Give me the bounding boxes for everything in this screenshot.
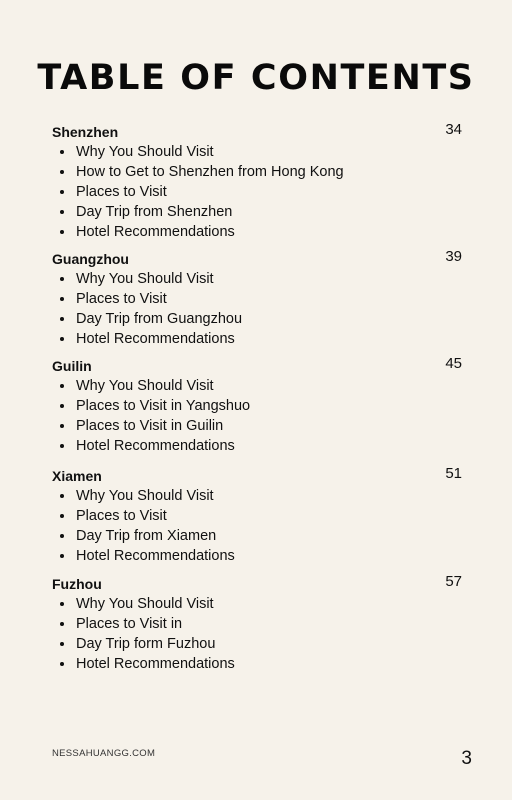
list-item bbox=[52, 594, 462, 614]
list-item-text: Day Trip from Guangzhou bbox=[76, 311, 243, 327]
bullet-icon bbox=[60, 554, 64, 558]
list-item-text: Places to Visit bbox=[76, 291, 167, 307]
list-item-text: Hotel Recommendations bbox=[76, 224, 235, 240]
section-name: Guangzhou bbox=[52, 251, 129, 267]
list-item-text: Places to Visit in Guilin bbox=[76, 418, 224, 434]
list-item-text: Why You Should Visit bbox=[76, 488, 214, 504]
list-item bbox=[52, 329, 462, 349]
section-name: Xiamen bbox=[52, 468, 102, 484]
section-page-number: 57 bbox=[445, 573, 462, 590]
bullet-icon bbox=[60, 642, 64, 646]
list-item-text: Why You Should Visit bbox=[76, 378, 214, 394]
list-item-text: Day Trip from Xiamen bbox=[76, 528, 217, 544]
list-item-text: Places to Visit in bbox=[76, 616, 183, 632]
list-item-text: Places to Visit bbox=[76, 508, 167, 524]
section-page-number: 39 bbox=[445, 248, 462, 265]
list-item-text: Hotel Recommendations bbox=[76, 656, 235, 672]
bullet-icon bbox=[60, 602, 64, 606]
section-name: Guilin bbox=[52, 358, 92, 374]
bullet-icon bbox=[60, 150, 64, 154]
toc-section-guangzhou bbox=[52, 249, 462, 349]
section-page-number: 34 bbox=[445, 121, 462, 138]
list-item bbox=[52, 142, 462, 162]
list-item bbox=[52, 162, 462, 182]
bullet-icon bbox=[60, 662, 64, 666]
toc-section-shenzhen bbox=[52, 122, 462, 242]
bullet-icon bbox=[60, 337, 64, 341]
bullet-icon bbox=[60, 514, 64, 518]
list-item bbox=[52, 269, 462, 289]
list-item bbox=[52, 634, 462, 654]
footer-website: NESSAHUANGG.COM bbox=[52, 748, 156, 759]
bullet-icon bbox=[60, 190, 64, 194]
list-item bbox=[52, 416, 462, 436]
section-header bbox=[52, 466, 462, 486]
list-item bbox=[52, 526, 462, 546]
section-header bbox=[52, 574, 462, 594]
list-item-text: Hotel Recommendations bbox=[76, 548, 235, 564]
list-item bbox=[52, 289, 462, 309]
bullet-icon bbox=[60, 622, 64, 626]
list-item bbox=[52, 614, 462, 634]
list-item bbox=[52, 376, 462, 396]
section-item-list bbox=[52, 486, 462, 566]
list-item-text: Places to Visit in Yangshuo bbox=[76, 398, 251, 414]
list-item bbox=[52, 654, 462, 674]
list-item bbox=[52, 182, 462, 202]
list-item bbox=[52, 436, 462, 456]
list-item bbox=[52, 506, 462, 526]
list-item-text: Day Trip form Fuzhou bbox=[76, 636, 216, 652]
bullet-icon bbox=[60, 317, 64, 321]
list-item bbox=[52, 546, 462, 566]
section-item-list bbox=[52, 142, 462, 242]
bullet-icon bbox=[60, 230, 64, 234]
list-item-text: Hotel Recommendations bbox=[76, 438, 235, 454]
bullet-icon bbox=[60, 444, 64, 448]
toc-section-fuzhou bbox=[52, 574, 462, 674]
footer-page-number: 3 bbox=[461, 748, 472, 769]
bullet-icon bbox=[60, 210, 64, 214]
list-item-text: Why You Should Visit bbox=[76, 271, 214, 287]
bullet-icon bbox=[60, 277, 64, 281]
list-item bbox=[52, 222, 462, 242]
section-header bbox=[52, 356, 462, 376]
list-item-text: Hotel Recommendations bbox=[76, 331, 235, 347]
list-item-text: Places to Visit bbox=[76, 184, 167, 200]
section-page-number: 45 bbox=[445, 355, 462, 372]
section-item-list bbox=[52, 269, 462, 349]
page-title: TABLE OF CONTENTS bbox=[37, 58, 475, 98]
list-item bbox=[52, 396, 462, 416]
section-name: Shenzhen bbox=[52, 124, 119, 140]
list-item bbox=[52, 309, 462, 329]
toc-section-guilin bbox=[52, 356, 462, 456]
bullet-icon bbox=[60, 297, 64, 301]
bullet-icon bbox=[60, 170, 64, 174]
list-item-text: Why You Should Visit bbox=[76, 596, 214, 612]
list-item-text: How to Get to Shenzhen from Hong Kong bbox=[76, 164, 344, 180]
section-name: Fuzhou bbox=[52, 576, 102, 592]
bullet-icon bbox=[60, 404, 64, 408]
section-header bbox=[52, 122, 462, 142]
bullet-icon bbox=[60, 384, 64, 388]
section-item-list bbox=[52, 376, 462, 456]
section-header bbox=[52, 249, 462, 269]
list-item bbox=[52, 486, 462, 506]
bullet-icon bbox=[60, 424, 64, 428]
bullet-icon bbox=[60, 534, 64, 538]
toc-section-xiamen bbox=[52, 466, 462, 566]
list-item bbox=[52, 202, 462, 222]
section-page-number: 51 bbox=[445, 465, 462, 482]
bullet-icon bbox=[60, 494, 64, 498]
list-item-text: Why You Should Visit bbox=[76, 144, 214, 160]
list-item-text: Day Trip from Shenzhen bbox=[76, 204, 233, 220]
section-item-list bbox=[52, 594, 462, 674]
